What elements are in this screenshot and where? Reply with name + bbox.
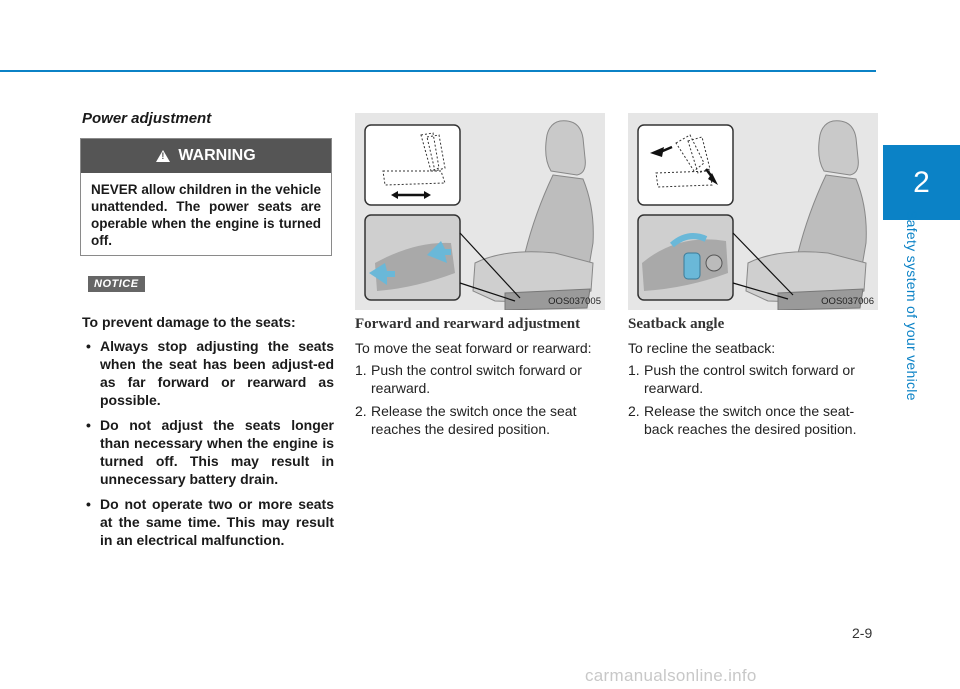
step-number: 2. — [355, 403, 367, 419]
notice-item: • Always stop adjusting the seats when the seat has been adjust-ed as far forward or rearward as possible. — [82, 337, 334, 409]
warning-box — [80, 138, 332, 256]
seatback-illustration — [628, 113, 878, 310]
step-text: Release the switch once the seat-back reaches the desired position. — [644, 403, 857, 437]
seat-icon — [473, 121, 593, 310]
notice-list — [82, 337, 334, 549]
inset-recline-outline — [638, 125, 733, 205]
step-number: 1. — [628, 362, 640, 378]
forward-rearward-body — [355, 339, 607, 443]
seatback-body — [628, 339, 880, 443]
notice-intro: To prevent damage to the seats: — [82, 314, 296, 330]
figure-code: OOS037006 — [821, 296, 874, 307]
notice-item: • Do not operate two or more seats at the same time. This may result in an electrical malfunction. — [82, 495, 334, 549]
section-title: Power adjustment — [82, 110, 212, 127]
warning-header — [81, 139, 331, 173]
warning-triangle-icon — [156, 150, 170, 162]
step-number: 1. — [355, 362, 367, 378]
seatback-intro: To recline the seatback: — [628, 340, 776, 356]
step-number: 2. — [628, 403, 640, 419]
step-text: Push the control switch forward or rearward. — [644, 362, 855, 396]
step-text: Release the switch once the seat reaches the desired position. — [371, 403, 577, 437]
chapter-tab: 2 — [883, 145, 960, 220]
step-item — [628, 361, 880, 397]
seat-slide-illustration — [355, 113, 605, 310]
seatback-steps — [628, 361, 880, 438]
step-item — [355, 361, 607, 397]
step-item — [628, 402, 880, 438]
figure-seat-slide — [355, 113, 605, 310]
watermark: carmanualsonline.info — [585, 666, 757, 685]
forward-rearward-heading: Forward and rearward adjustment — [355, 316, 581, 332]
notice-block — [82, 313, 334, 556]
warning-label: WARNING — [178, 147, 256, 164]
inset-seat-outline — [365, 125, 460, 205]
forward-rearward-intro: To move the seat forward or rearward: — [355, 340, 592, 356]
step-text: Push the control switch forward or rearward. — [371, 362, 582, 396]
figure-code: OOS037005 — [548, 296, 601, 307]
figure-seatback — [628, 113, 878, 310]
step-item — [355, 402, 607, 438]
header-rule — [0, 70, 876, 72]
page-number: 2-9 — [852, 625, 873, 641]
chapter-title: Safety system of your vehicle — [904, 210, 920, 401]
notice-badge: NOTICE — [88, 276, 145, 292]
notice-item: • Do not adjust the seats longer than necessary when the engine is turned off. This may result in unnecessary battery drain. — [82, 416, 334, 488]
warning-text: NEVER allow children in the vehicle unattended. The power seats are operable when the engine is turned off. — [91, 182, 321, 248]
seat-icon — [746, 121, 866, 310]
seatback-heading: Seatback angle — [628, 316, 725, 332]
forward-rearward-steps — [355, 361, 607, 438]
